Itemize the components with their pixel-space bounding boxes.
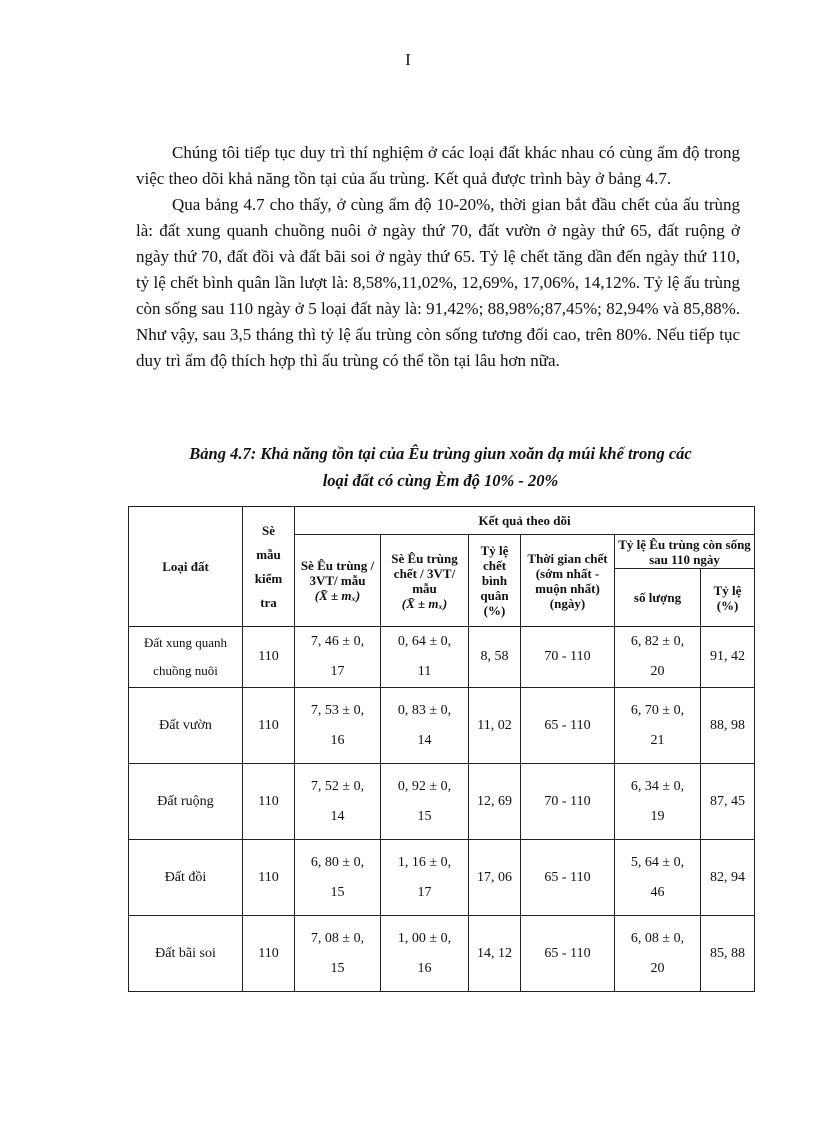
body-text <box>136 140 740 374</box>
cell-loai-dat: Đất vườn <box>129 688 243 764</box>
cell-au-trung: 7, 08 ± 0, 15 <box>295 916 381 992</box>
cell-ty-le-chet: 14, 12 <box>469 916 521 992</box>
header-ty-le-con-song: Tỷ lệ Êu trùng còn sống sau 110 ngày <box>615 535 755 569</box>
table-row <box>129 764 755 840</box>
cell-so-luong: 6, 82 ± 0, 20 <box>615 627 701 688</box>
cell-so-luong: 5, 64 ± 0, 46 <box>615 840 701 916</box>
header-ty-le-chet: Tỷ lệ chết bình quân (%) <box>469 535 521 627</box>
cell-au-trung-chet: 0, 64 ± 0, 11 <box>381 627 469 688</box>
table-row <box>129 688 755 764</box>
cell-au-trung-chet: 0, 83 ± 0, 14 <box>381 688 469 764</box>
cell-ty-le: 82, 94 <box>701 840 755 916</box>
cell-loai-dat: Đất ruộng <box>129 764 243 840</box>
header-so-mau: Sè mẫu kiểm tra <box>243 507 295 627</box>
cell-au-trung-chet: 1, 00 ± 0, 16 <box>381 916 469 992</box>
cell-ty-le: 85, 88 <box>701 916 755 992</box>
cell-so-mau: 110 <box>243 627 295 688</box>
cell-au-trung: 6, 80 ± 0, 15 <box>295 840 381 916</box>
header-so-luong: số lượng <box>615 569 701 627</box>
header-so-au-trung-chet: Sè Êu trùng chết / 3VT/ mẫu (X̄ ± mₓ) <box>381 535 469 627</box>
cell-thoi-gian: 70 - 110 <box>521 764 615 840</box>
cell-thoi-gian: 65 - 110 <box>521 840 615 916</box>
cell-au-trung: 7, 53 ± 0, 16 <box>295 688 381 764</box>
cell-thoi-gian: 65 - 110 <box>521 688 615 764</box>
cell-ty-le: 91, 42 <box>701 627 755 688</box>
page-number: I <box>405 50 411 69</box>
cell-ty-le: 87, 45 <box>701 764 755 840</box>
caption-line-2: loại đất có cùng Èm độ 10% - 20% <box>322 471 559 490</box>
cell-loai-dat: Đất bãi soi <box>129 916 243 992</box>
header-so-au-trung: Sè Êu trùng / 3VT/ mẫu (X̄ ± mₓ) <box>295 535 381 627</box>
cell-au-trung: 7, 46 ± 0, 17 <box>295 627 381 688</box>
paragraph-1: Chúng tôi tiếp tục duy trì thí nghiệm ở các loại đất khác nhau có cùng ẩm độ trong việc theo dõi khả năng tồn tại của ấu trùng. Kết quả được trình bày ở bảng 4.7. <box>136 143 740 188</box>
header-ty-le: Tỷ lệ (%) <box>701 569 755 627</box>
table-row <box>129 916 755 992</box>
table-caption <box>128 440 753 494</box>
cell-au-trung: 7, 52 ± 0, 14 <box>295 764 381 840</box>
cell-ty-le-chet: 8, 58 <box>469 627 521 688</box>
cell-so-luong: 6, 08 ± 0, 20 <box>615 916 701 992</box>
cell-thoi-gian: 65 - 110 <box>521 916 615 992</box>
cell-au-trung-chet: 1, 16 ± 0, 17 <box>381 840 469 916</box>
data-table <box>128 506 755 992</box>
cell-ty-le-chet: 17, 06 <box>469 840 521 916</box>
caption-line-1: Bảng 4.7: Khả năng tồn tại của Êu trùng giun xoăn dạ múi khế trong các <box>189 444 692 463</box>
cell-so-luong: 6, 34 ± 0, 19 <box>615 764 701 840</box>
cell-ty-le-chet: 11, 02 <box>469 688 521 764</box>
cell-loai-dat: Đất đồi <box>129 840 243 916</box>
cell-so-mau: 110 <box>243 764 295 840</box>
table-row <box>129 627 755 688</box>
cell-au-trung-chet: 0, 92 ± 0, 15 <box>381 764 469 840</box>
cell-ty-le-chet: 12, 69 <box>469 764 521 840</box>
cell-ty-le: 88, 98 <box>701 688 755 764</box>
cell-so-mau: 110 <box>243 840 295 916</box>
header-loai-dat: Loại đất <box>129 507 243 627</box>
table-row <box>129 840 755 916</box>
cell-so-mau: 110 <box>243 916 295 992</box>
header-thoi-gian-chet: Thời gian chết (sớm nhất - muộn nhất) (ngày) <box>521 535 615 627</box>
cell-so-luong: 6, 70 ± 0, 21 <box>615 688 701 764</box>
paragraph-2: Qua bảng 4.7 cho thấy, ở cùng ẩm độ 10-20%, thời gian bắt đầu chết của ấu trùng là: đất xung quanh chuồng nuôi ở ngày thứ 70, đất vườn ở ngày thứ 65, đất ruộng ở ngày thứ 70, đất đồi và đất bãi soi ở ngày thứ 65. Tỷ lệ chết tăng dần đến ngày thứ 110, tỷ lệ chết bình quân lần lượt là: 8,58%,11,02%, 12,69%, 17,06%, 14,12%. Tỷ lệ ấu trùng còn sống sau 110 ngày ở 5 loại đất này là: 91,42%; 88,98%;87,45%; 82,94% và 85,88%. Như vậy, sau 3,5 tháng thì tỷ lệ ấu trùng còn sống tương đối cao, trên 80%. Nếu tiếp tục duy trì ẩm độ thích hợp thì ấu trùng có thể tồn tại lâu hơn nữa. <box>136 195 740 370</box>
header-ket-qua: Kết quả theo dõi <box>295 507 755 535</box>
cell-so-mau: 110 <box>243 688 295 764</box>
cell-thoi-gian: 70 - 110 <box>521 627 615 688</box>
cell-loai-dat: Đất xung quanh chuồng nuôi <box>129 627 243 688</box>
